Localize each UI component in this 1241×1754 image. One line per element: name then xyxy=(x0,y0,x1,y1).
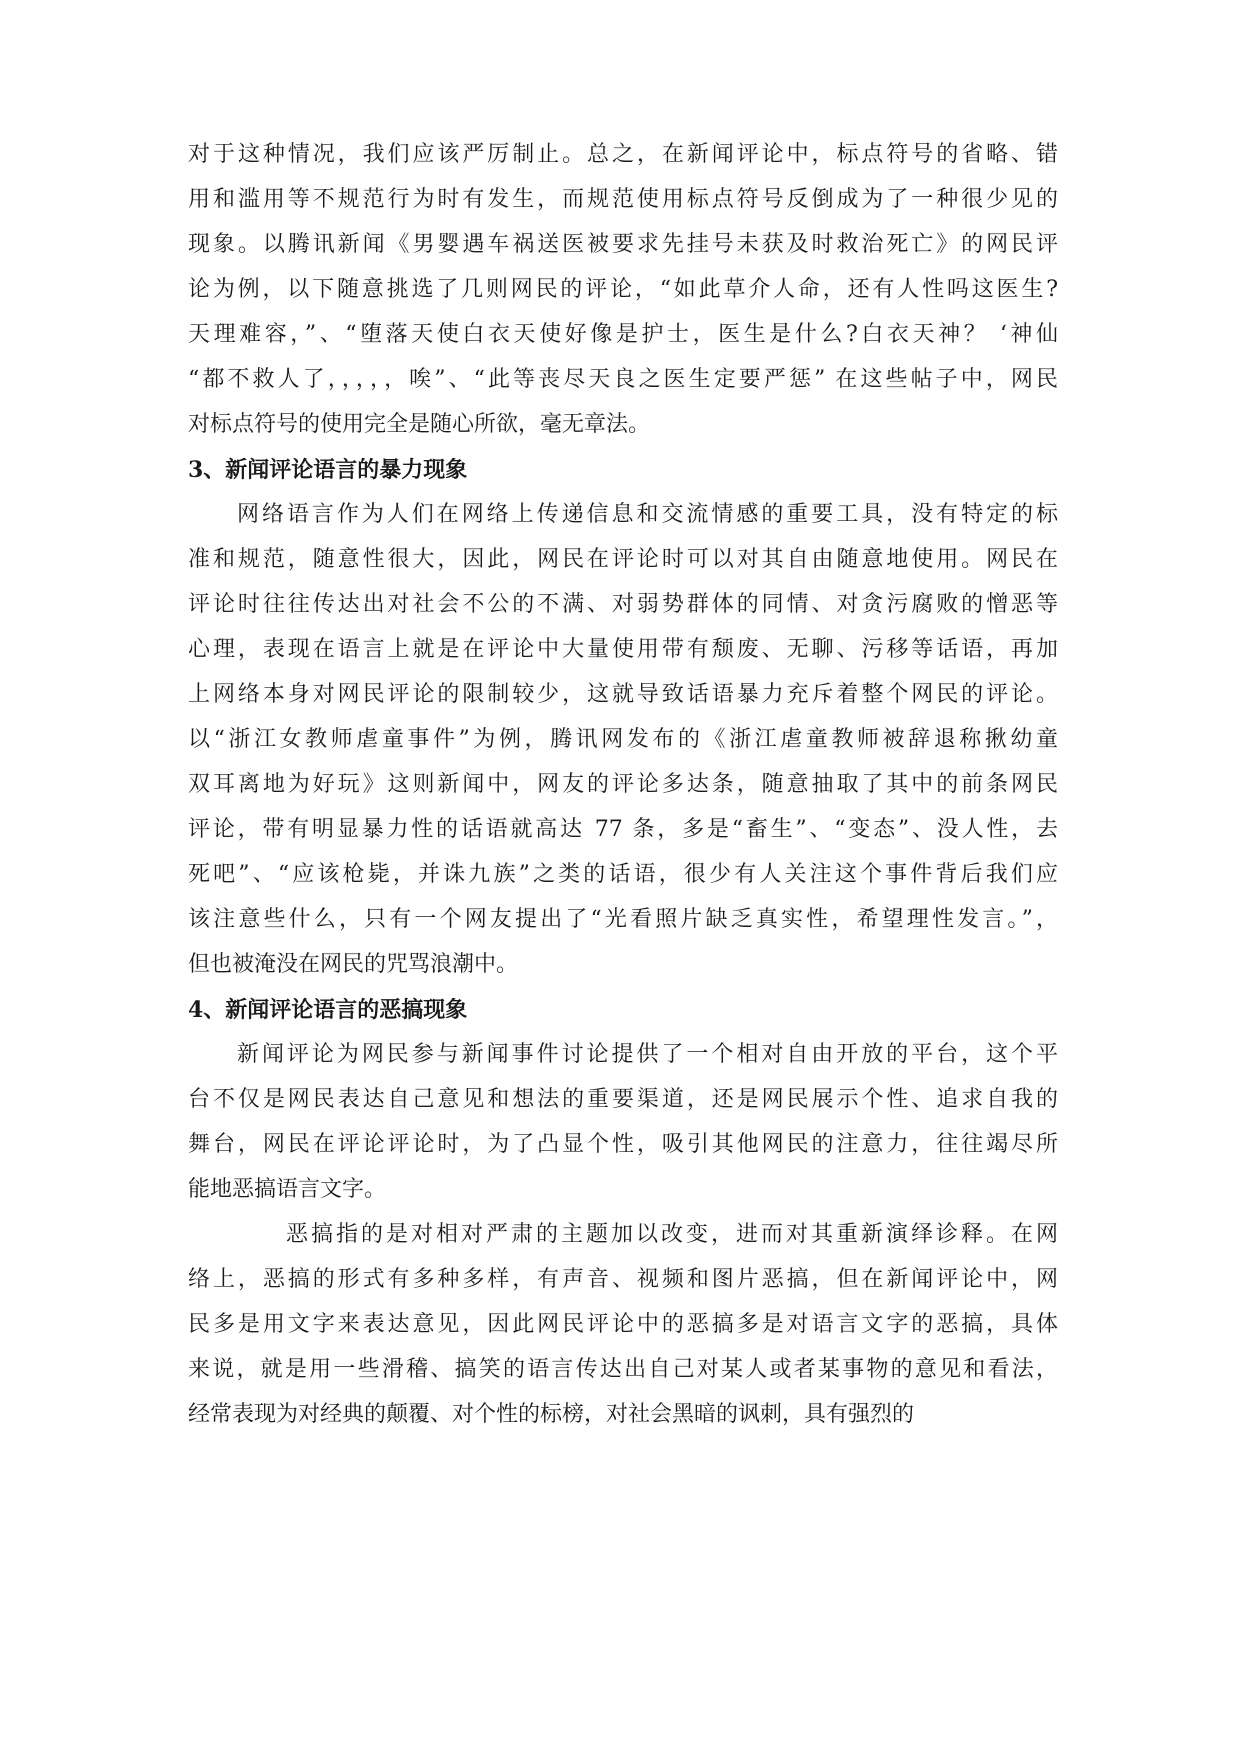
text-line: 以“浙江女教师虐童事件”为例，腾讯网发布的《浙江虐童教师被辞退称揪幼童 xyxy=(188,727,1058,752)
text-line: 来说，就是用一些滑稽、搞笑的语言传达出自己对某人或者某事物的意见和看法， xyxy=(188,1357,1058,1382)
text-line: 准和规范，随意性很大，因此，网民在评论时可以对其自由随意地使用。网民在 xyxy=(188,547,1058,572)
text-line: 对标点符号的使用完全是随心所欲，毫无章法。 xyxy=(188,412,651,437)
text-line: 评论时往往传达出对社会不公的不满、对弱势群体的同情、对贪污腐败的憎恶等 xyxy=(188,592,1058,617)
text-line: 死吧”、“应该枪毙，并诛九族”之类的话语，很少有人关注这个事件背后我们应 xyxy=(188,862,1058,887)
paragraph-first-line: 恶搞指的是对相对严肃的主题加以改变，进而对其重新演绎诊释。在网 xyxy=(286,1222,1058,1247)
text-line: 能地恶搞语言文字。 xyxy=(188,1177,387,1202)
text-line: 评论，带有明显暴力性的话语就高达 77 条，多是“畜生”、“变态”、没人性，去 xyxy=(188,817,1058,842)
paragraph-first-line: 新闻评论为网民参与新闻事件讨论提供了一个相对自由开放的平台，这个平 xyxy=(237,1042,1058,1067)
text-line: 但也被淹没在网民的咒骂浪潮中。 xyxy=(188,952,519,977)
text-line: 上网络本身对网民评论的限制较少，这就导致话语暴力充斥着整个网民的评论。 xyxy=(188,682,1058,707)
paragraph-first-line: 网络语言作为人们在网络上传递信息和交流情感的重要工具，没有特定的标 xyxy=(237,502,1058,527)
text-line: 天理难容，”、“堕落天使白衣天使好像是护士，医生是什么?白衣天神？ ‘神仙 xyxy=(188,322,1058,347)
text-line: 舞台，网民在评论评论时，为了凸显个性，吸引其他网民的注意力，往往竭尽所 xyxy=(188,1132,1058,1157)
text-line: 双耳离地为好玩》这则新闻中，网友的评论多达条，随意抽取了其中的前条网民 xyxy=(188,772,1058,797)
text-line: 现象。以腾讯新闻《男婴遇车祸送医被要求先挂号未获及时救治死亡》的网民评 xyxy=(188,232,1058,257)
text-line: 该注意些什么，只有一个网友提出了“光看照片缺乏真实性，希望理性发言。”， xyxy=(188,907,1058,932)
section-heading: 4、新闻评论语言的恶搞现象 xyxy=(188,997,468,1023)
text-line: 络上，恶搞的形式有多种多样，有声音、视频和图片恶搞，但在新闻评论中，网 xyxy=(188,1267,1058,1292)
text-line: 经常表现为对经典的颠覆、对个性的标榜，对社会黑暗的讽刺，具有强烈的 xyxy=(188,1402,915,1427)
text-line: 民多是用文字来表达意见，因此网民评论中的恶搞多是对语言文字的恶搞，具体 xyxy=(188,1312,1058,1337)
text-line: “都不救人了，，，，，唉”、“此等丧尽天良之医生定要严惩” 在这些帖子中，网民 xyxy=(188,367,1058,392)
text-line: 台不仅是网民表达自己意见和想法的重要渠道，还是网民展示个性、追求自我的 xyxy=(188,1087,1058,1112)
text-line: 心理，表现在语言上就是在评论中大量使用带有颓废、无聊、污移等话语，再加 xyxy=(188,637,1058,662)
section-heading: 3、新闻评论语言的暴力现象 xyxy=(188,457,468,483)
text-line: 论为例，以下随意挑选了几则网民的评论，“如此草介人命，还有人性吗这医生? xyxy=(188,277,1058,302)
text-line: 用和滥用等不规范行为时有发生，而规范使用标点符号反倒成为了一种很少见的 xyxy=(188,187,1058,212)
text-line: 对于这种情况，我们应该严厉制止。总之，在新闻评论中，标点符号的省略、错 xyxy=(188,142,1058,167)
